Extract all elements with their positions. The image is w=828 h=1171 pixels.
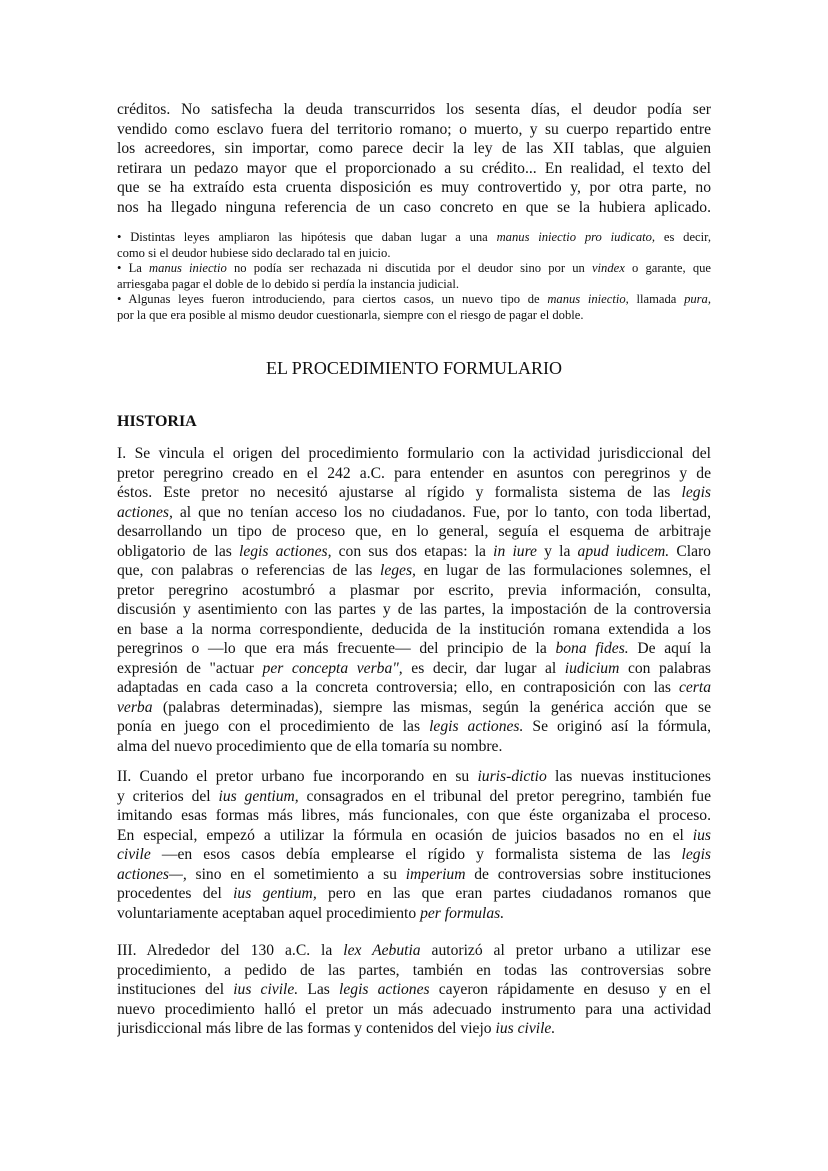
text-run: nuevo procedimiento halló el pretor un más adecuado instrumento para una actividad xyxy=(117,1000,711,1018)
text-line xyxy=(117,787,711,807)
text-line xyxy=(117,139,711,159)
text-line xyxy=(117,1000,711,1020)
text-run: como si el deudor hubiese sido declarado tal en juicio. xyxy=(117,245,391,260)
italic-term: ius gentium, xyxy=(233,885,317,902)
text-line xyxy=(117,522,711,542)
text-run: sino en el sometimiento a su xyxy=(186,865,406,883)
text-run: o garante, que xyxy=(624,261,711,276)
italic-term: leges, xyxy=(379,562,416,579)
paragraph-intro xyxy=(117,100,711,217)
text-run: y criterios del xyxy=(117,787,219,805)
text-line xyxy=(117,198,711,218)
paragraph-historia-2 xyxy=(117,767,711,923)
text-run: los acreedores, sin importar, como parece decir la ley de las XII tablas, que alguien xyxy=(117,140,711,157)
text-run: que se ha extraído esta cruenta disposición es muy controvertido y, por otra parte, no xyxy=(117,179,711,196)
italic-term: civile xyxy=(117,846,151,863)
text-run: y la xyxy=(536,542,578,560)
text-run: instituciones del xyxy=(117,981,234,998)
text-line xyxy=(117,737,711,757)
paragraph-historia-1 xyxy=(117,444,711,756)
italic-term: ius civile. xyxy=(233,981,299,998)
text-line xyxy=(117,659,711,679)
text-run: de controversias sobre instituciones xyxy=(465,865,711,883)
italic-term: per concepta verba", xyxy=(262,659,403,677)
italic-term: legis actiones xyxy=(339,981,430,998)
italic-term: actiones—, xyxy=(117,865,187,883)
text-line xyxy=(117,806,711,826)
text-line xyxy=(117,961,711,981)
text-run: jurisdiccional más libre de las formas y contenidos del viejo xyxy=(117,1020,496,1037)
text-run: pretor peregrino creado en el 242 a.C. para entender en asuntos con peregrinos y de xyxy=(117,464,711,482)
text-run: retirara un pedazo mayor que el proporcionado a su crédito... En realidad, el texto del xyxy=(117,159,711,177)
text-line xyxy=(117,464,711,484)
text-run: es decir, xyxy=(655,230,711,244)
text-line xyxy=(117,845,711,865)
text-line xyxy=(117,100,711,120)
text-run: —en esos casos debía emplearse el rígido y formalista sistema de las xyxy=(150,846,682,863)
text-run: con sus dos etapas: la xyxy=(331,542,494,560)
text-run: En especial, empezó a utilizar la fórmula en ocasión de juicios basados no en el xyxy=(117,826,693,844)
section-title: EL PROCEDIMIENTO FORMULARIO xyxy=(265,358,562,378)
text-run: alma del nuevo procedimiento que de ella tomaría su nombre. xyxy=(117,737,503,755)
text-line xyxy=(117,277,711,293)
text-line xyxy=(117,904,711,924)
text-run: expresión de "actuar xyxy=(117,659,263,677)
text-run: con palabras xyxy=(619,659,711,677)
text-line xyxy=(117,444,711,464)
italic-term: bona fides. xyxy=(555,640,629,657)
text-line xyxy=(117,600,711,620)
text-run: pero en las que eran partes ciudadanos romanos que xyxy=(316,885,711,902)
italic-term: manus iniectio, xyxy=(547,292,629,307)
italic-term: legis xyxy=(681,846,711,863)
text-run: pretor peregrino acostumbró a plasmar por escrito, previa información, consulta, xyxy=(117,581,711,599)
italic-term: apud iudicem. xyxy=(577,542,670,560)
text-run: III. Alrededor del 130 a.C. la xyxy=(117,942,344,959)
text-run: adaptadas en cada caso a la concreta controversia; ello, en contraposición con las xyxy=(117,679,679,696)
text-run: imitando esas formas más libres, más funcionales, con que éste organizaba el proceso. xyxy=(117,807,711,824)
text-run: Las xyxy=(298,981,340,998)
text-run: llamada xyxy=(628,292,685,307)
text-line xyxy=(117,639,711,659)
text-line xyxy=(117,178,711,198)
text-line xyxy=(117,483,711,503)
text-run: las nuevas instituciones xyxy=(546,768,711,785)
italic-term: certa xyxy=(678,679,711,696)
italic-term: per formulas. xyxy=(420,904,505,922)
text-run: no podía ser rechazada ni discutida por el deudor sino por un xyxy=(226,261,592,276)
text-run: De aquí la xyxy=(628,640,711,657)
italic-term: iuris-dictio xyxy=(477,768,547,785)
text-line xyxy=(117,561,711,581)
text-run: consagrados en el tribunal del pretor peregrino, también fue xyxy=(298,787,711,805)
text-run: desarrollando un tipo de proceso que, en lo general, seguía el esquema de arbitraje xyxy=(117,523,711,540)
italic-term: pura, xyxy=(684,292,711,307)
text-run: que, con palabras o referencias de las xyxy=(117,562,380,579)
text-run: • Algunas leyes fueron introduciendo, para ciertos casos, un nuevo tipo de xyxy=(117,292,548,307)
text-run: (palabras determinadas), siempre las mismas, según la genérica acción que se xyxy=(152,698,711,716)
italic-term: legis xyxy=(681,484,711,501)
text-run: en base a la norma correspondiente, deducida de la institución romana extendida a los xyxy=(117,620,711,638)
text-run: obligatorio de las xyxy=(117,542,239,560)
text-run: vendido como esclavo fuera del territorio romano; o muerto, y su cuerpo repartido entre xyxy=(117,120,711,138)
text-run: arriesgaba pagar el doble de lo debido si perdía la instancia judicial. xyxy=(117,276,459,291)
italic-term: ius xyxy=(692,826,711,844)
italic-term: actiones, xyxy=(117,503,173,521)
text-run: discusión y asentimiento con las partes y de las partes, la impostación de la controversia xyxy=(117,601,711,618)
bullet-item-line xyxy=(117,292,711,308)
text-run: al que no tenían acceso los no ciudadanos. Fue, por lo tanto, con toda libertad, xyxy=(172,503,711,521)
italic-term: ius civile. xyxy=(495,1020,556,1037)
text-run: Se originó así la fórmula, xyxy=(523,718,711,735)
text-line xyxy=(117,1019,711,1039)
text-run: peregrinos o —lo que era más frecuente— del principio de la xyxy=(117,640,556,657)
text-run: procedentes del xyxy=(117,885,234,902)
text-run: II. Cuando el pretor urbano fue incorporando en su xyxy=(117,768,478,785)
text-run: éstos. Este pretor no necesitó ajustarse al rígido y formalista sistema de las xyxy=(117,484,682,501)
text-run: procedimiento, a pedido de las partes, también en todas las controversias sobre xyxy=(117,961,711,979)
italic-term: legis actiones. xyxy=(429,718,524,735)
text-line xyxy=(117,826,711,846)
italic-term: ius gentium, xyxy=(218,787,299,805)
italic-term: iudicium xyxy=(564,659,620,677)
text-line xyxy=(117,865,711,885)
text-line xyxy=(117,581,711,601)
bullet-list xyxy=(117,230,711,324)
text-line xyxy=(117,717,711,737)
text-line xyxy=(117,620,711,640)
text-line xyxy=(117,980,711,1000)
text-line xyxy=(117,308,711,324)
italic-term: imperium xyxy=(405,865,466,883)
text-run: en lugar de las formulaciones solemnes, el xyxy=(415,562,711,579)
text-run: • Distintas leyes ampliaron las hipótesis que daban lugar a una xyxy=(117,230,497,244)
italic-term: manus iniectio xyxy=(149,261,227,276)
text-run: I. Se vincula el origen del procedimiento formulario con la actividad jurisdiccional del xyxy=(117,445,711,462)
italic-term: verba xyxy=(117,698,153,716)
italic-term: in iure xyxy=(493,542,537,560)
italic-term: legis actiones, xyxy=(238,542,332,560)
text-run: es decir, dar lugar al xyxy=(402,659,565,677)
italic-term: manus iniectio pro iudicato, xyxy=(496,230,656,244)
text-line xyxy=(117,767,711,787)
text-run: por la que era posible al mismo deudor cuestionarla, siempre con el riesgo de pagar el doble. xyxy=(117,307,584,322)
paragraph-historia-3 xyxy=(117,941,711,1039)
section-subtitle: HISTORIA xyxy=(117,413,197,430)
italic-term: vindex xyxy=(591,261,625,276)
text-run: ponía en juego con el procedimiento de las xyxy=(117,718,430,735)
italic-term: lex Aebutia xyxy=(343,942,421,959)
text-line xyxy=(117,120,711,140)
text-line xyxy=(117,698,711,718)
text-line xyxy=(117,941,711,961)
bullet-item-line xyxy=(117,230,711,246)
text-line xyxy=(117,159,711,179)
text-run: voluntariamente aceptaban aquel procedimiento xyxy=(117,904,421,922)
text-run: cayeron rápidamente en desuso y en el xyxy=(429,981,711,998)
text-line xyxy=(117,503,711,523)
bullet-item-line xyxy=(117,261,711,277)
text-line xyxy=(117,884,711,904)
text-run: • La xyxy=(117,261,150,276)
text-run: autorizó al pretor urbano a utilizar ese xyxy=(420,942,711,959)
text-run: Claro xyxy=(669,542,711,560)
text-run: créditos. No satisfecha la deuda transcurridos los sesenta días, el deudor podía ser xyxy=(117,101,711,118)
text-line xyxy=(117,678,711,698)
text-run: nos ha llegado ninguna referencia de un caso concreto en que se la hubiera aplicado. xyxy=(117,198,711,216)
text-line xyxy=(117,542,711,562)
text-line xyxy=(117,246,711,262)
